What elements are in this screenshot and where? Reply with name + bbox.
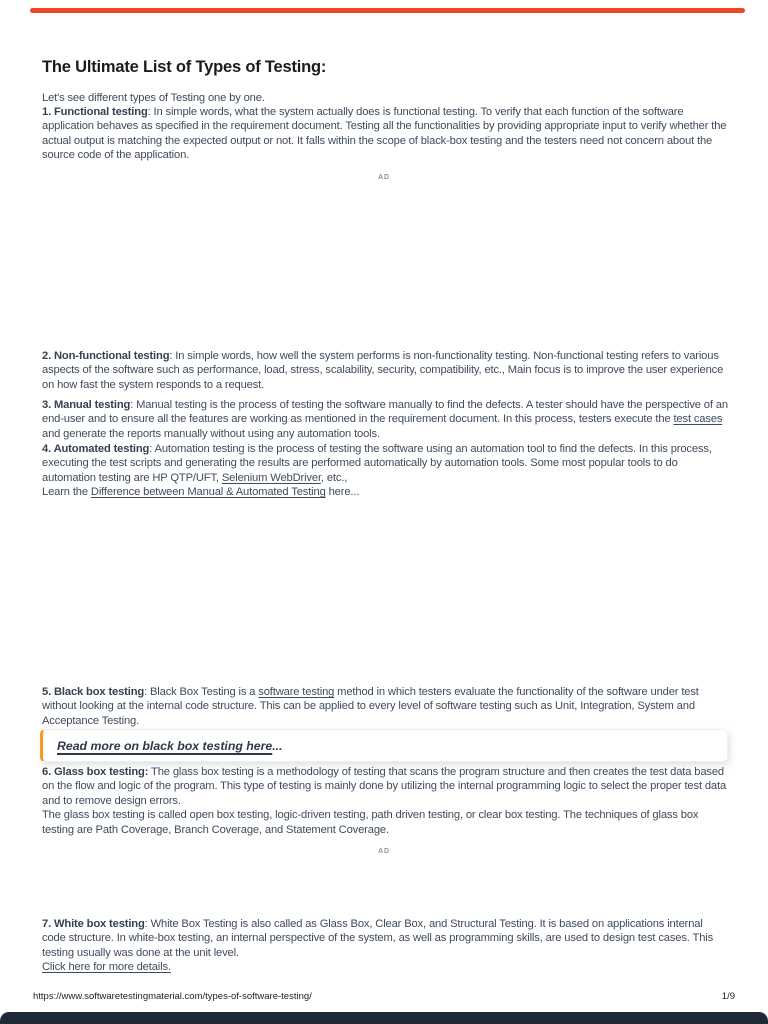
text-segment: : Manual testing is the process of testing the software manually to find the defects. A tester should have the perspective of an end-user and to ensure all the features are working as mentioned in the requirement document. In this process, testers execute the [42, 399, 728, 426]
paragraph-non-functional-testing [42, 349, 728, 392]
page-indicator: 1/9 [721, 991, 735, 1002]
inline-link[interactable]: Selenium WebDriver [221, 471, 321, 484]
paragraph-manual-testing [42, 398, 728, 441]
text-segment: here... [325, 486, 360, 499]
blockquote-text [57, 739, 283, 753]
text-segment: method in which testers evaluate the functionality of the software under test without looking at the internal code structure. This can be applied to every level of software testing such as Unit, Integration, System and Acceptance Testing. [42, 686, 699, 727]
paragraph-white-box-testing [42, 917, 728, 975]
inline-link[interactable]: Read more on black box testing here [57, 738, 273, 753]
page-footer [33, 991, 735, 1002]
text-segment: , etc., [320, 471, 348, 484]
paragraph-automated-testing [42, 442, 728, 500]
text-segment: : Black Box Testing is a [144, 686, 259, 698]
text-segment: The glass box testing is called open box testing, logic-driven testing, path driven testing, or clear box testing. The techniques of glass box testing are Path Coverage, Branch Coverage, and Statement Coverage. [42, 809, 699, 836]
page-title: The Ultimate List of Types of Testing: [42, 58, 327, 76]
text-segment: : In simple words, how well the system performs is non-functionality testing. Non-functional testing refers to various aspects of the software such as performance, load, stress, scalability, security, compatibility, etc., Main focus is to improve the user experience on how fast the system responds to a request. [42, 350, 724, 391]
inline-link[interactable]: Click here for more details. [42, 961, 171, 974]
text-segment: 6. Glass box testing: [42, 766, 149, 778]
text-segment: : Automation testing is the process of testing the software using an automation tool to find the defects. In this process, executing the test scripts and generating the results are performed automatically by automation tools. Some most popular tools to do automation testing are HP QTP/UFT, [42, 443, 712, 484]
text-segment: 4. Automated testing [42, 443, 150, 455]
text-segment: 7. White box testing [42, 918, 145, 930]
text-segment: : In simple words, what the system actually does is functional testing. To verify that each function of the software application behaves as specified in the requirement document. Testing all the functionalities by providing appropriate input to verify whether the actual output is matching the expected output or not. It falls within the scope of black-box testing and the testers need not concern about the source code of the application. [42, 106, 727, 162]
inline-link[interactable]: test cases [673, 413, 723, 426]
paragraph-glass-box-testing [42, 765, 728, 837]
text-segment: ... [272, 738, 283, 753]
intro-text: Let's see different types of Testing one by one. [42, 92, 265, 104]
ad-slot-bottom [42, 860, 728, 912]
text-segment: 5. Black box testing [42, 686, 145, 698]
inline-link[interactable]: software testing [258, 686, 335, 698]
bottom-bar [0, 1012, 768, 1024]
text-segment: Learn the [42, 486, 91, 499]
top-accent-bar [30, 8, 745, 13]
text-segment: and generate the reports manually without using any automation tools. [42, 427, 380, 440]
text-segment: 2. Non-functional testing [42, 350, 170, 362]
blockquote-read-more-card[interactable] [40, 729, 728, 762]
text-segment: 3. Manual testing [42, 399, 131, 411]
inline-link[interactable]: Difference between Manual & Automated Testing [90, 486, 326, 499]
footer-url: https://www.softwaretestingmaterial.com/types-of-software-testing/ [33, 991, 312, 1002]
text-segment: : White Box Testing is also called as Glass Box, Clear Box, and Structural Testing. It is based on applications internal code structure. In white-box testing, an internal perspective of the system, as well as programming skills, are used to design test cases. This testing usually was done at the unit level. [42, 918, 714, 959]
ad-label-top: AD [378, 174, 390, 181]
paragraph-black-box-testing [42, 685, 728, 728]
ad-label-bottom: AD [378, 848, 390, 855]
paragraph-functional-testing [42, 105, 728, 163]
text-segment: The glass box testing is a methodology of testing that scans the program structure and then creates the test data based on the flow and logic of the program. This type of testing is mainly done by utilizing the internal programming logic to select the proper test data and to remove design errors. [42, 766, 727, 807]
ad-slot-top [42, 186, 728, 344]
text-segment: 1. Functional testing [42, 106, 148, 118]
